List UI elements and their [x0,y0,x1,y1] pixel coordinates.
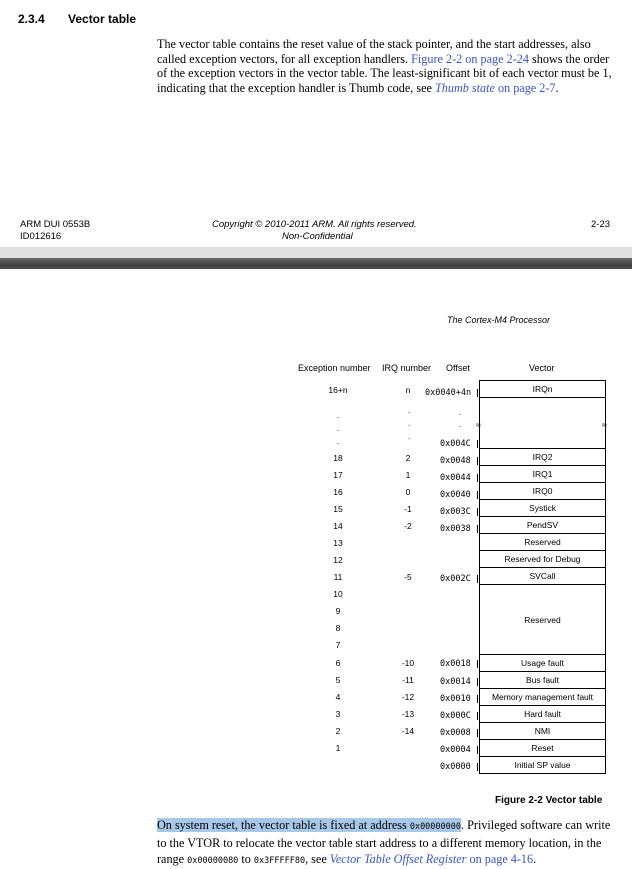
exception-number: 6 [335,658,341,668]
offset-label: 0x0000 [440,762,471,772]
ellipsis-dot: . [459,420,462,429]
col-irq-number: IRQ number [382,363,432,373]
doc-id-2: ID012616 [20,231,62,242]
vector-entry: SVCall [479,567,606,584]
offset-tick [477,491,478,499]
ellipsis-dot: . [408,406,411,415]
col-offset: Offset [446,363,470,373]
page-divider [0,247,632,258]
exception-number: 8 [335,623,341,633]
thumb-state-page-link[interactable]: on page 2-7 [494,80,556,95]
irq-number: -1 [404,504,412,514]
highlight-text: On system reset, the vector table is fixed at address [157,818,410,832]
section-title: Vector table [68,12,137,26]
bottom-text-3: , see [305,852,330,866]
irq-number: -2 [404,521,412,531]
reset-address: 0x00000000 [409,822,462,832]
ellipsis-dot: . [337,437,340,446]
exception-number: 17 [333,470,343,480]
offset-tick [477,575,478,583]
offset-label: 0x0038 [440,524,471,534]
offset-label: 0x0010 [440,694,471,704]
irq-number: -12 [401,692,415,702]
bottom-text-1: . Privileged software can write to the VTOR to relocate the vector table start address to a different memory location, in the range [157,818,611,866]
copyright: Copyright © 2010-2011 ARM. All rights reserved. [212,219,417,230]
intro-text-3: . [555,80,559,95]
intro-paragraph [157,37,612,95]
exception-number: 15 [333,504,343,514]
offset-label: 0x003C [440,507,471,517]
vector-entry: Hard fault [479,705,606,722]
thumb-state-link[interactable]: Thumb state [434,80,495,95]
irq-number: 2 [405,453,411,463]
vector-entry: IRQn [479,380,606,397]
offset-tick [477,763,478,771]
offset-tick [477,457,478,465]
bottom-text-4: . [533,852,537,866]
break-marker: ≈ [602,420,607,430]
offset-tick [477,729,478,737]
offset-tick [477,525,478,533]
exception-number: 2 [335,726,341,736]
offset-label: 0x0044 [440,473,471,483]
vector-entry: Initial SP value [479,756,606,774]
ellipsis-dot: . [408,432,411,441]
exception-number: 7 [335,640,341,650]
exception-number: 1 [335,743,341,753]
irq-number: -5 [404,572,412,582]
exception-number: 9 [335,606,341,616]
offset-tick [477,389,478,397]
exception-number: 10 [333,589,343,599]
offset-label: 0x0040+4n [425,388,472,398]
offset-label: 0x0040 [440,490,471,500]
vector-entry: Memory management fault [479,688,606,705]
irq-number: -11 [402,675,414,685]
vector-entry: Reserved [479,533,606,550]
vector-entry: NMI [479,722,606,739]
vector-entry: Reset [479,739,606,756]
page-divider-dark [0,258,632,266]
offset-label: 0x002C [440,574,471,584]
offset-label: 0x004C [440,439,471,449]
offset-label: 0x0048 [440,456,471,466]
exception-number: 5 [335,675,341,685]
col-exception-number: Exception number [298,363,371,373]
section-number: 2.3.4 [18,12,45,26]
vector-entry: IRQ0 [479,482,606,499]
vector-entry: Usage fault [479,654,606,671]
offset-tick [477,508,478,516]
exception-number: 18 [333,453,343,463]
offset-tick [477,474,478,482]
figure-link[interactable]: Figure 2-2 on page 2-24 [411,51,529,66]
vtor-page-link[interactable]: on page 4-16 [466,852,534,866]
offset-tick [477,712,478,720]
vector-entry: Systick [479,499,606,516]
exception-number: 16+n [328,385,348,395]
irq-number: -10 [401,658,415,668]
vector-entry: IRQ2 [479,448,606,465]
highlighted-text [157,818,461,832]
exception-number: 3 [335,709,341,719]
vtor-link[interactable]: Vector Table Offset Register [329,852,467,866]
vector-entry: Reserved [479,584,606,654]
offset-label: 0x0004 [440,745,471,755]
ellipsis-dot: . [337,411,340,420]
vector-entry: Bus fault [479,671,606,688]
irq-number: 1 [405,470,411,480]
exception-number: 11 [333,572,343,582]
exception-number: 12 [333,555,343,565]
irq-number: -13 [401,709,415,719]
offset-label: 0x000C [440,711,471,721]
ellipsis-dot: . [337,424,340,433]
exception-number: 14 [333,521,343,531]
offset-tick [477,695,478,703]
irq-number: -14 [401,726,415,736]
exception-number: 13 [333,538,343,548]
offset-label: 0x0014 [440,677,471,687]
vector-entry: Reserved for Debug [479,550,606,567]
intro-text-1: The vector table contains the reset value of the stack pointer, and the start addresses, also called exception vectors, for all exception handlers. [157,37,591,66]
vector-box-gap [479,397,606,448]
break-marker: ≈ [476,420,481,430]
figure-caption: Figure 2-2 Vector table [495,795,603,806]
offset-tick [477,660,478,668]
vector-entry: IRQ1 [479,465,606,482]
irq-number: 0 [405,487,411,497]
intro-text-2: shows the order of the exception vectors in the vector table. The least-significant bit of each vector must be 1, indicating that the exception handler is Thumb code, see [157,51,612,95]
doc-id: ARM DUI 0553B [20,219,91,230]
page-divider-edge [0,266,632,269]
range-end: 0x3FFFFF80 [253,856,306,866]
ellipsis-dot: . [459,408,462,417]
ellipsis-dot: . [408,419,411,428]
vector-entry: PendSV [479,516,606,533]
offset-label: 0x0008 [440,728,471,738]
bottom-text-2: to [238,852,254,866]
reset-paragraph [157,817,617,869]
chapter-header: The Cortex-M4 Processor [447,315,551,325]
irq-number: n [405,385,411,395]
exception-number: 4 [335,692,341,702]
col-vector: Vector [529,363,555,373]
offset-tick [477,746,478,754]
offset-label: 0x0018 [440,659,471,669]
page-number: 2-23 [591,219,611,230]
range-start: 0x00000080 [187,856,239,866]
offset-tick [477,440,478,448]
confidential: Non-Confidential [282,231,353,242]
exception-number: 16 [333,487,343,497]
offset-tick [477,678,478,686]
